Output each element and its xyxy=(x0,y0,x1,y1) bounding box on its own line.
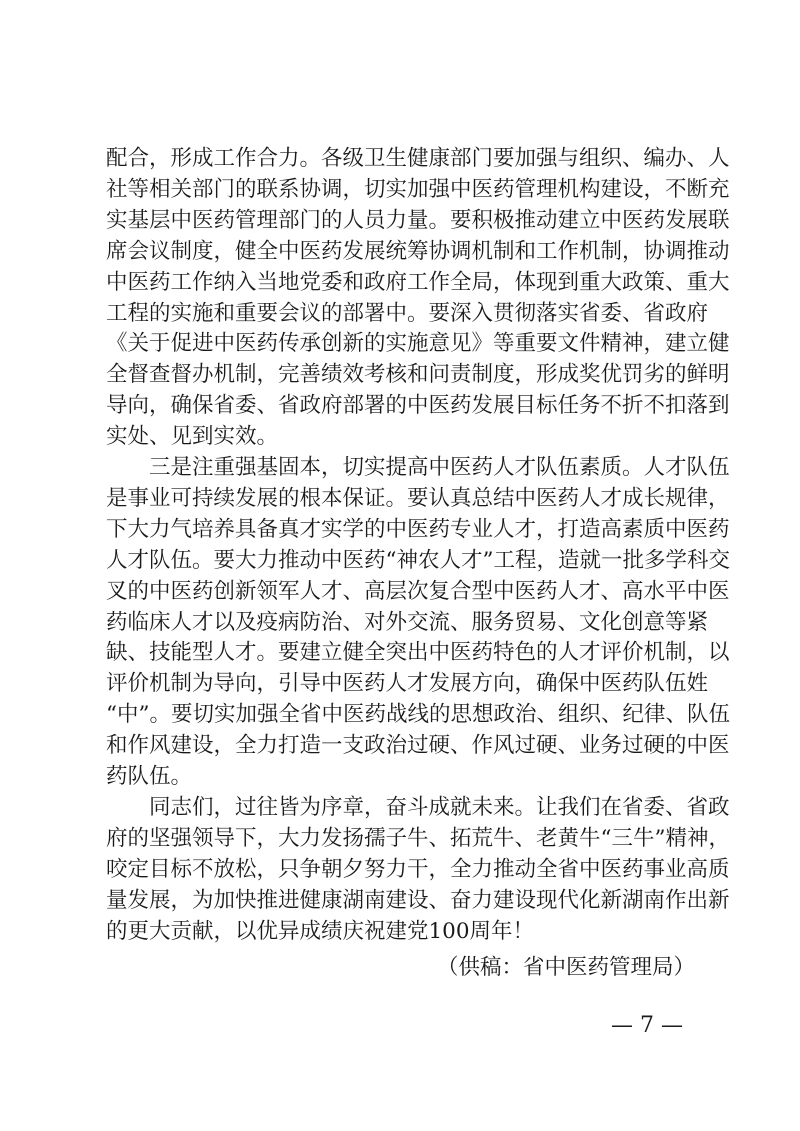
p1-line-4: 席会议制度，健全中医药发展统筹协调机制和工作机制，协调推动 xyxy=(106,238,730,264)
p2-line-8: 评价机制为导向，引导中医药人才发展方向，确保中医药队伍姓 xyxy=(106,671,709,697)
page-number: — 7 — xyxy=(611,1013,683,1038)
p3-line-2: 府的坚强领导下，大力发扬孺子牛、拓荒牛、老黄牛“三牛”精神， xyxy=(106,825,730,851)
p2-line-7: 缺、技能型人才。要建立健全突出中医药特色的人才评价机制，以 xyxy=(106,640,730,666)
p2-line-1: 三是注重强基固本，切实提高中医药人才队伍素质。人才队伍 xyxy=(149,455,730,480)
p1-line-8: 全督查督办机制，完善绩效考核和问责制度，形成奖优罚劣的鲜明 xyxy=(106,362,730,388)
p3-line-4: 量发展，为加快推进健康湖南建设、奋力建设现代化新湖南作出新 xyxy=(106,887,730,913)
p1-line-1: 配合，形成工作合力。各级卫生健康部门要加强与组织、编办、人 xyxy=(106,146,730,171)
p1-line-2: 社等相关部门的联系协调，切实加强中医药管理机构建设，不断充 xyxy=(106,176,730,202)
p1-line-6: 工程的实施和重要会议的部署中。要深入贯彻落实省委、省政府 xyxy=(106,300,709,326)
p3-line-1: 同志们，过往皆为序章，奋斗成就未来。让我们在省委、省政 xyxy=(149,794,730,820)
p2-line-4: 人才队伍。要大力推动中医药“神农人才”工程，造就一批多学科交 xyxy=(106,547,730,573)
p1-line-5: 中医药工作纳入当地党委和政府工作全局，体现到重大政策、重大 xyxy=(106,269,730,295)
p3-line-3: 咬定目标不放松，只争朝夕努力干，全力推动全省中医药事业高质 xyxy=(106,856,730,882)
p1-line-10: 实处、见到实效。 xyxy=(106,424,279,450)
p2-line-10: 和作风建设，全力打造一支政治过硬、作风过硬、业务过硬的中医 xyxy=(106,733,730,759)
p2-line-6: 药临床人才以及疫病防治、对外交流、服务贸易、文化创意等紧 xyxy=(106,609,709,635)
p3-line-5: 的更大贡献，以优异成绩庆祝建党100周年！ xyxy=(106,918,535,944)
p1-line-3: 实基层中医药管理部门的人员力量。要积极推动建立中医药发展联 xyxy=(106,207,730,233)
p2-line-3: 下大力气培养具备真才实学的中医药专业人才，打造高素质中医药 xyxy=(106,516,730,542)
p2-line-11: 药队伍。 xyxy=(106,764,193,789)
p1-line-9: 导向，确保省委、省政府部署的中医药发展目标任务不折不扣落到 xyxy=(106,393,730,419)
p2-line-9: “中”。要切实加强全省中医药战线的思想政治、组织、纪律、队伍 xyxy=(106,702,730,728)
p2-line-5: 叉的中医药创新领军人才、高层次复合型中医药人才、高水平中医 xyxy=(106,578,730,604)
source-credit: （供稿：省中医药管理局） xyxy=(436,955,695,981)
p2-line-2: 是事业可持续发展的根本保证。要认真总结中医药人才成长规律， xyxy=(106,485,730,511)
p1-line-7: 《关于促进中医药传承创新的实施意见》等重要文件精神，建立健 xyxy=(106,331,730,357)
